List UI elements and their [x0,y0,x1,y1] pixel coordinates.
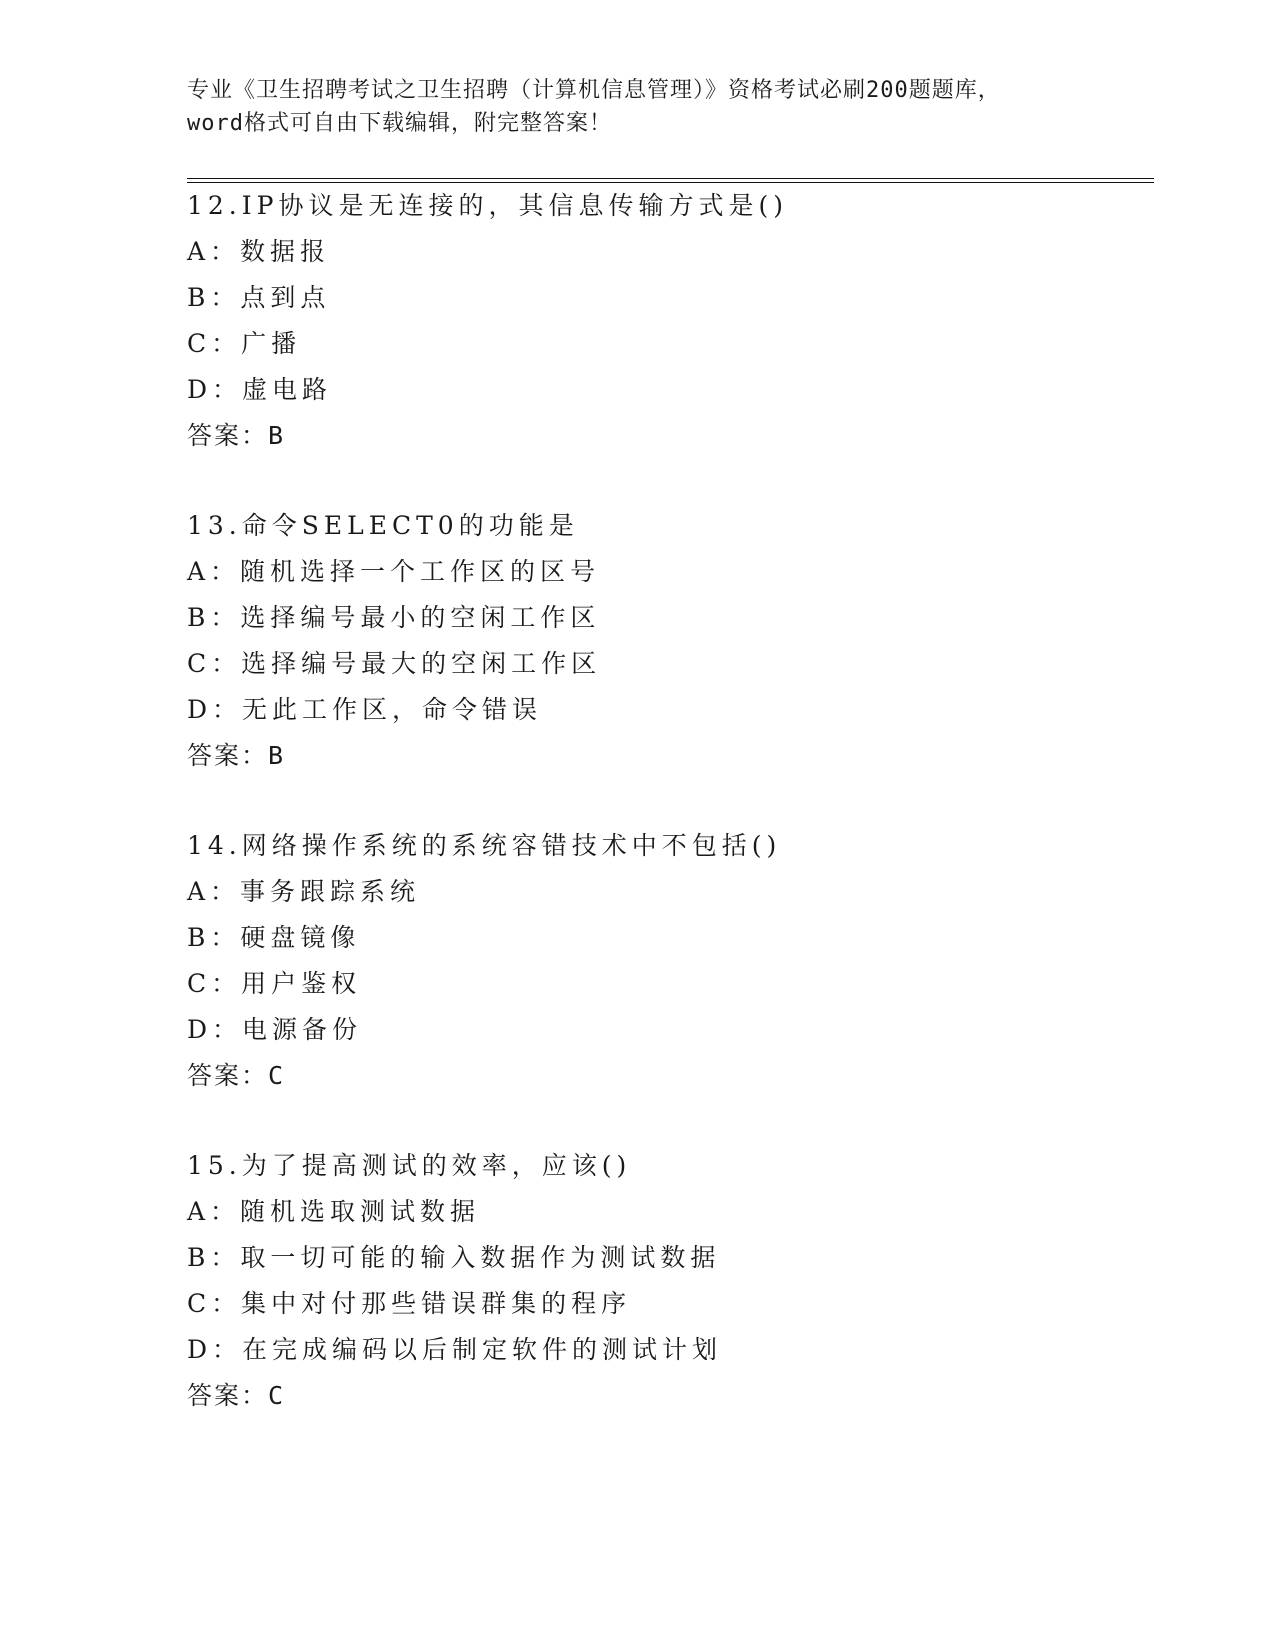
header-divider-top [187,178,1154,179]
answer-label: 答案： [187,421,269,450]
question-block [187,503,1147,779]
question-block [187,183,1147,459]
option-b: B：硬盘镜像 [187,923,361,952]
header-line-1: 专业《卫生招聘考试之卫生招聘（计算机信息管理）》资格考试必刷200题题库， [187,78,1001,103]
option-d: D：无此工作区，命令错误 [187,695,543,724]
document-header [187,74,1087,140]
question-stem: 14.网络操作系统的系统容错技术中不包括() [187,831,782,860]
option-a: A：事务跟踪系统 [187,877,421,906]
answer-value: C [268,1381,284,1410]
option-d: D：虚电路 [187,375,333,404]
question-block [187,1143,1147,1419]
option-b: B：取一切可能的输入数据作为测试数据 [187,1243,721,1272]
answer-line [187,1053,1147,1099]
answer-value: C [268,1061,284,1090]
option-b: B：选择编号最小的空闲工作区 [187,603,601,632]
answer-line [187,733,1147,779]
option-a: A：数据报 [187,237,331,266]
option-a: A：随机选取测试数据 [187,1197,481,1226]
question-block [187,823,1147,1099]
answer-label: 答案： [187,741,269,770]
answer-label: 答案： [187,1061,269,1090]
header-line-2: word格式可自由下载编辑，附完整答案！ [187,111,612,136]
answer-line [187,413,1147,459]
answer-line [187,1373,1147,1419]
option-d: D：电源备份 [187,1015,363,1044]
question-stem: 15.为了提高测试的效率，应该() [187,1151,632,1180]
option-c: C：选择编号最大的空闲工作区 [187,649,602,678]
option-c: C：集中对付那些错误群集的程序 [187,1289,632,1318]
option-d: D：在完成编码以后制定软件的测试计划 [187,1335,723,1364]
option-a: A：随机选择一个工作区的区号 [187,557,601,586]
answer-value: B [268,741,284,770]
option-c: C：广播 [187,329,302,358]
answer-label: 答案： [187,1381,269,1410]
answer-value: B [268,421,284,450]
question-stem: 12.IP协议是无连接的，其信息传输方式是() [187,191,788,220]
option-b: B：点到点 [187,283,331,312]
question-stem: 13.命令SELECT0的功能是 [187,511,579,540]
option-c: C：用户鉴权 [187,969,362,998]
